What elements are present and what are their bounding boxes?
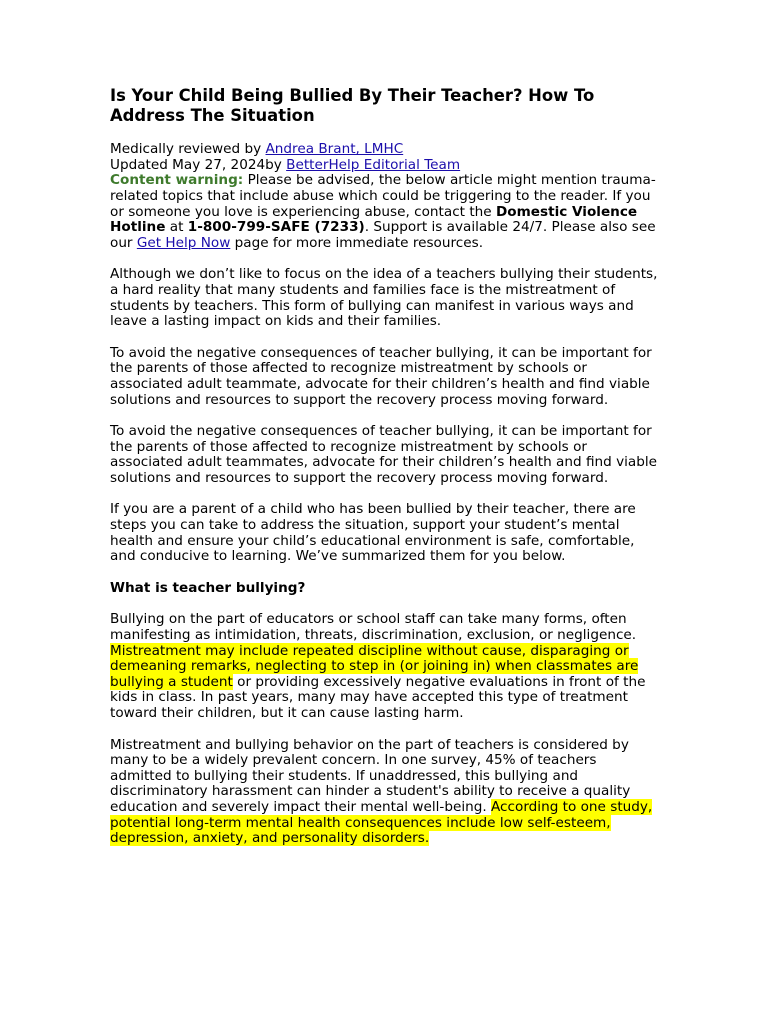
reviewer-link[interactable]: Andrea Brant, LMHC <box>265 141 404 158</box>
get-help-now-link[interactable]: Get Help Now <box>136 234 231 251</box>
hotline-number: 1-800-799-SAFE (7233) <box>187 219 365 236</box>
article-title: Is Your Child Being Bullied By Their Teacher? How To Address The Situation <box>110 86 595 125</box>
warning-text-1: Please be advised, the below article might mention trauma-related topics that include abuse which could be triggering to the reader. If you or someone you love is experiencing abuse, contact the <box>110 172 656 220</box>
section-p2-text-before: Mistreatment and bullying behavior on the part of teachers is considered by many to be a widely prevalent concern. In one survey, 45% of teachers admitted to bullying their students. If unaddressed, this bullying and discriminatory harassment can hinder a student's ability to receive a quality education and severely impact their mental well-being. <box>110 736 631 815</box>
section-p1-text-after: or providing excessively negative evaluations in front of the kids in class. In past years, many may have accepted this type of treatment toward their children, but it can cause lasting harm. <box>110 673 646 721</box>
intro-paragraph-3: To avoid the negative consequences of teacher bullying, it can be important for the parents of those affected to recognize mistreatment by schools or associated adult teammates, advocate for their children’s health and find viable solutions and resources to support the recovery process moving forward. <box>110 423 658 486</box>
updated-prefix: Updated May 27, 2024by <box>110 156 287 173</box>
reviewed-prefix: Medically reviewed by <box>110 141 266 158</box>
section-p1-highlight: Mistreatment may include repeated discipline without cause, disparaging or demeaning remarks, neglecting to step in (or joining in) when classmates are bullying a student <box>110 642 639 690</box>
section-p1-text-before: Bullying on the part of educators or school staff can take many forms, often manifesting as intimidation, threats, discrimination, exclusion, or negligence. <box>110 611 637 644</box>
warning-text-4: page for more immediate resources. <box>230 234 484 251</box>
article <box>110 86 662 863</box>
reviewed-by-line <box>110 142 662 158</box>
warning-text-2: at <box>165 219 188 236</box>
content-warning <box>110 173 662 251</box>
warning-text-3: . Support is available 24/7. Please also see our <box>110 219 656 251</box>
section-p2-highlight: According to one study, potential long-term mental health consequences include low self-esteem, depression, anxiety, and personality disorders. <box>110 798 653 847</box>
hotline-name: Domestic Violence Hotline <box>110 203 638 236</box>
updated-line <box>110 158 662 174</box>
author-link[interactable]: BetterHelp Editorial Team <box>286 156 461 173</box>
intro-paragraph-2: To avoid the negative consequences of teacher bullying, it can be important for the parents of those affected to recognize mistreatment by schools or associated adult teammate, advocate for their children’s health and find viable solutions and resources to support the recovery process moving forward. <box>110 344 652 408</box>
intro-paragraph-4: If you are a parent of a child who has been bullied by their teacher, there are steps you can take to address the situation, support your student’s mental health and ensure your child’s educational environment is safe, comfortable, and conducive to learning. We’ve summarized them for you below. <box>110 501 636 565</box>
intro-paragraph-1: Although we don’t like to focus on the idea of a teachers bullying their students, a hard reality that many students and families face is the mistreatment of students by teachers. This form of bullying can manifest in various ways and leave a lasting impact on kids and their families. <box>110 266 658 330</box>
content-warning-label: Content warning: <box>110 172 244 189</box>
section-paragraph-1 <box>110 612 662 721</box>
section-paragraph-2 <box>110 738 662 847</box>
section-heading: What is teacher bullying? <box>110 579 306 596</box>
